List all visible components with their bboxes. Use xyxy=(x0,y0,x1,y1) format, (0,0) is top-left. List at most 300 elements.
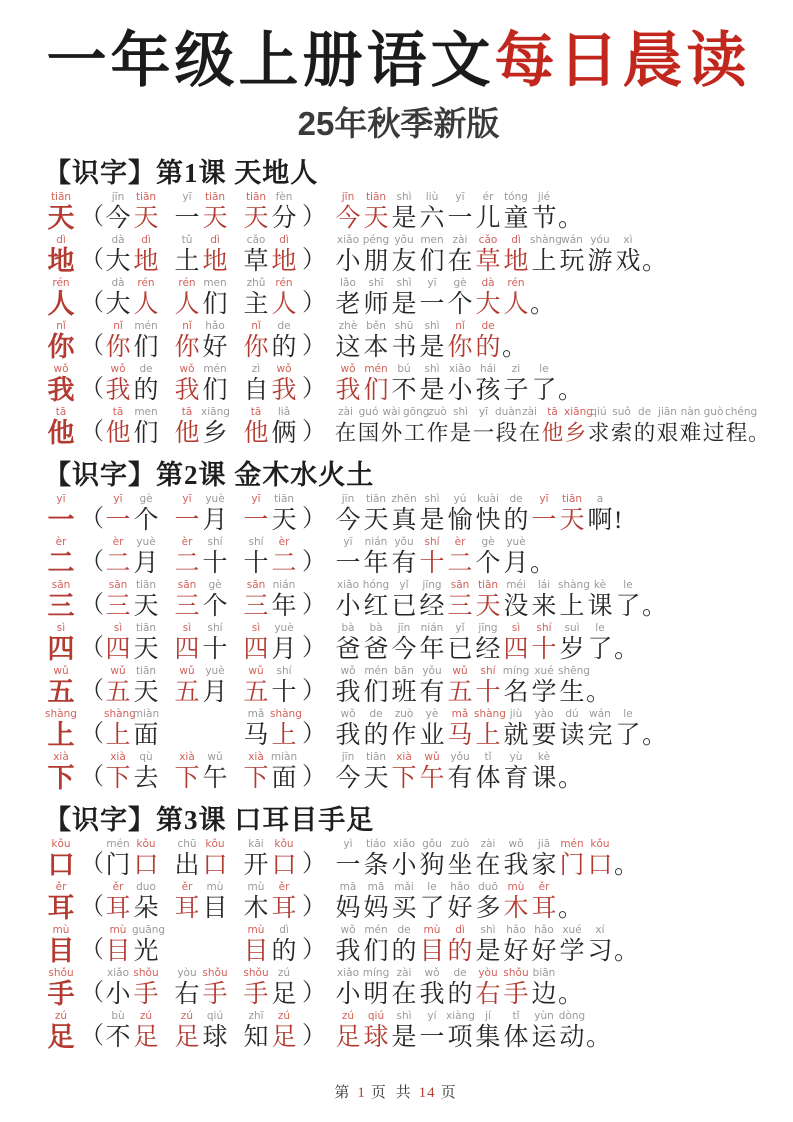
pinyin-label: shì xyxy=(452,406,469,418)
hanzi-char: 他 xyxy=(105,420,131,447)
char-unit xyxy=(418,234,446,276)
pinyin-label: zhǔ xyxy=(246,277,266,289)
char-unit xyxy=(502,622,530,664)
char-unit xyxy=(586,1010,612,1052)
word-group xyxy=(173,751,229,793)
char-unit xyxy=(173,967,201,1009)
char-unit xyxy=(502,708,530,750)
hanzi-char: 小 xyxy=(447,377,473,404)
char-unit xyxy=(201,536,229,578)
hanzi-char: 右 xyxy=(475,981,501,1008)
pinyin-label: shū xyxy=(394,320,414,332)
hanzi-char: 动 xyxy=(559,1024,585,1051)
word-group xyxy=(104,1010,160,1052)
example-sentence xyxy=(334,234,668,276)
char-unit xyxy=(586,924,614,966)
char-unit xyxy=(558,924,586,966)
char-unit xyxy=(633,406,656,448)
char-unit xyxy=(201,622,229,664)
pinyin-label: liù xyxy=(425,191,439,203)
pinyin-label: gōng xyxy=(403,406,430,418)
pinyin-label: fèn xyxy=(275,191,293,203)
char-unit xyxy=(173,191,201,233)
char-unit xyxy=(586,234,614,276)
char-unit xyxy=(586,708,614,750)
char-unit xyxy=(44,881,78,923)
hanzi-char: 子 xyxy=(503,377,529,404)
pinyin-label: yuè xyxy=(205,493,225,505)
word-group xyxy=(242,924,298,966)
word-group xyxy=(242,708,302,750)
hanzi-char: 读 xyxy=(559,722,585,749)
word-list xyxy=(104,665,302,707)
pinyin-label: de xyxy=(453,967,467,979)
hanzi-char: 是 xyxy=(419,377,445,404)
word-group xyxy=(242,363,298,405)
hanzi-char: 的 xyxy=(391,938,417,965)
pinyin-label: zhè xyxy=(338,320,358,332)
hanzi-char: 的 xyxy=(503,507,529,534)
footer-total-pages: 14 xyxy=(418,1085,436,1101)
char-unit xyxy=(201,579,229,621)
char-unit xyxy=(530,708,558,750)
char-unit xyxy=(418,838,446,880)
pinyin-label: miàn xyxy=(270,751,298,763)
char-unit xyxy=(173,751,201,793)
pinyin-label: gè xyxy=(481,536,495,548)
char-unit xyxy=(132,320,160,362)
pinyin-label: sān xyxy=(51,579,71,591)
pinyin-label: jiā xyxy=(537,838,551,850)
pinyin-label: rén xyxy=(275,277,293,289)
open-paren: （ xyxy=(80,1023,104,1049)
char-unit xyxy=(104,838,132,880)
word-group xyxy=(242,536,298,578)
char-unit xyxy=(104,234,132,276)
word-list xyxy=(104,708,302,750)
hanzi-char: 朋 xyxy=(363,248,389,275)
char-unit xyxy=(242,622,270,664)
char-unit xyxy=(474,493,502,535)
pinyin-label: guó xyxy=(358,406,379,418)
pinyin-label: tiān xyxy=(204,191,226,203)
hanzi-char: 今 xyxy=(391,636,417,663)
pinyin-label: mā xyxy=(367,881,385,893)
pinyin-label: kǒu xyxy=(274,838,294,850)
char-unit xyxy=(44,234,78,276)
hanzi-char: 你 xyxy=(47,332,75,362)
pinyin-label: jīn xyxy=(341,191,355,203)
pinyin-label: gè xyxy=(139,493,153,505)
char-unit xyxy=(242,751,270,793)
word-group xyxy=(104,536,160,578)
hanzi-char: 三 xyxy=(174,593,200,620)
pinyin-label: xì xyxy=(623,234,633,246)
char-unit xyxy=(362,751,390,793)
word-group xyxy=(104,751,160,793)
pinyin-label: tā xyxy=(250,406,262,418)
word-list xyxy=(104,579,302,621)
char-unit xyxy=(558,967,584,1009)
pinyin-label: hǎo xyxy=(205,320,225,332)
hanzi-char: 已 xyxy=(391,593,417,620)
example-sentence xyxy=(334,924,640,966)
pinyin-label: èr xyxy=(55,536,67,548)
pinyin-label: mǎi xyxy=(394,881,414,893)
hanzi-char: 下 xyxy=(105,765,131,792)
pinyin-label: gǒu xyxy=(422,838,442,850)
char-unit xyxy=(614,622,640,664)
hanzi-char: 今 xyxy=(335,507,361,534)
hanzi-char: 十 xyxy=(202,636,228,663)
pinyin-label: nián xyxy=(364,536,388,548)
hanzi-char: 来 xyxy=(531,593,557,620)
pinyin-label xyxy=(530,536,548,549)
char-unit xyxy=(242,1010,270,1052)
char-unit xyxy=(201,493,229,535)
hanzi-char: 的 xyxy=(633,421,656,445)
pinyin-label: tiān xyxy=(365,751,387,763)
char-unit xyxy=(390,881,418,923)
pinyin-label: jīng xyxy=(422,579,442,591)
pinyin-label: wài xyxy=(382,406,401,418)
hanzi-char: 今 xyxy=(335,765,361,792)
pinyin-label: mén xyxy=(106,838,130,850)
example-sentence xyxy=(334,1010,612,1052)
char-unit xyxy=(270,924,298,966)
char-unit xyxy=(270,277,298,319)
pinyin-label xyxy=(586,1010,604,1023)
word-group xyxy=(173,363,229,405)
pinyin-label: duō xyxy=(478,881,498,893)
char-unit xyxy=(362,320,390,362)
pinyin-label: nǐ xyxy=(455,320,465,332)
char-unit xyxy=(502,751,530,793)
char-unit xyxy=(446,881,474,923)
pinyin-label: xué xyxy=(562,924,582,936)
pinyin-label: zú xyxy=(139,1010,153,1022)
open-paren: （ xyxy=(80,894,104,920)
hanzi-char: 要 xyxy=(531,722,557,749)
hanzi-char: 项 xyxy=(447,1024,473,1051)
hanzi-char: 俩 xyxy=(271,420,297,447)
pinyin-label: de xyxy=(277,320,291,332)
pinyin-label: mén xyxy=(560,838,584,850)
pinyin-label: ěr xyxy=(278,881,290,893)
hanzi-char: 口 xyxy=(202,852,228,879)
char-unit xyxy=(132,665,160,707)
vocab-row xyxy=(44,234,753,276)
pinyin-label: yuè xyxy=(506,536,526,548)
pinyin-label: yī xyxy=(455,191,465,203)
hanzi-char: 快 xyxy=(475,507,501,534)
hanzi-char: 在 xyxy=(475,852,501,879)
word-list xyxy=(104,406,302,448)
char-unit xyxy=(270,191,298,233)
close-paren: ） xyxy=(302,506,326,532)
char-unit xyxy=(270,536,298,578)
pinyin-label: zú xyxy=(277,967,291,979)
pinyin-label: zài xyxy=(480,838,496,850)
pinyin-label: tiān xyxy=(561,493,583,505)
word-group xyxy=(104,881,160,923)
hanzi-char: 五 xyxy=(105,679,131,706)
word-group xyxy=(242,234,298,276)
hanzi-char: 五 xyxy=(47,677,75,707)
char-unit xyxy=(390,363,418,405)
char-unit xyxy=(418,536,446,578)
char-unit xyxy=(334,320,362,362)
hanzi-char: 育 xyxy=(503,765,529,792)
char-unit xyxy=(474,967,502,1009)
char-unit xyxy=(270,881,298,923)
char-unit xyxy=(201,363,229,405)
hanzi-char: 口 xyxy=(133,852,159,879)
char-unit xyxy=(614,924,640,966)
char-unit xyxy=(558,579,590,621)
hanzi-char: 习 xyxy=(587,938,613,965)
char-unit xyxy=(642,234,668,276)
word-list xyxy=(104,363,302,405)
char-unit xyxy=(173,881,201,923)
char-unit xyxy=(502,881,530,923)
char-unit xyxy=(270,320,298,362)
open-paren: （ xyxy=(80,721,104,747)
char-unit xyxy=(242,363,270,405)
char-unit xyxy=(446,363,474,405)
hanzi-char: 书 xyxy=(391,334,417,361)
footer-label: 页 xyxy=(440,1085,459,1101)
word-list xyxy=(104,234,302,276)
open-paren: （ xyxy=(80,937,104,963)
char-unit xyxy=(362,881,390,923)
hanzi-char: 是 xyxy=(391,205,417,232)
hanzi-char: 在 xyxy=(518,421,541,445)
char-unit xyxy=(558,838,586,880)
word-group xyxy=(173,1010,229,1052)
char-unit xyxy=(201,665,229,707)
hanzi-char: 边 xyxy=(531,981,557,1008)
pinyin-label: shí xyxy=(424,536,440,548)
word-group xyxy=(173,579,229,621)
pinyin-label: shǒu xyxy=(503,967,529,979)
pinyin-label: nǐ xyxy=(251,320,261,332)
char-unit xyxy=(530,277,556,319)
pinyin-label: de xyxy=(369,708,383,720)
hanzi-char: 这 xyxy=(335,334,361,361)
pinyin-label: kǒu xyxy=(205,838,225,850)
hanzi-char: 运 xyxy=(531,1024,557,1051)
pinyin-label: dì xyxy=(56,234,66,246)
vocab-row xyxy=(44,363,753,405)
char-unit xyxy=(418,363,446,405)
char-unit xyxy=(132,579,160,621)
char-unit xyxy=(242,536,270,578)
pinyin-label: le xyxy=(623,579,633,591)
char-unit xyxy=(44,751,78,793)
hanzi-char: 是 xyxy=(419,334,445,361)
pinyin-label: tiān xyxy=(365,493,387,505)
char-unit xyxy=(242,320,270,362)
pinyin-label: cǎo xyxy=(246,234,266,246)
pinyin-label: wǒ xyxy=(340,665,356,677)
hanzi-char: 。 xyxy=(558,765,584,792)
hanzi-char: 完 xyxy=(587,722,613,749)
pinyin-label: tā xyxy=(112,406,124,418)
hanzi-char: 明 xyxy=(363,981,389,1008)
char-unit xyxy=(474,924,502,966)
char-unit xyxy=(530,234,562,276)
char-unit xyxy=(725,406,758,448)
hanzi-char: 有 xyxy=(447,765,473,792)
pinyin-label: shǒu xyxy=(243,967,269,979)
word-group xyxy=(242,191,298,233)
pinyin-label: chéng xyxy=(725,406,758,418)
hanzi-char: 午 xyxy=(202,765,228,792)
hanzi-char: 出 xyxy=(174,852,200,879)
pinyin-label: ěr xyxy=(112,881,124,893)
pinyin-label: dà xyxy=(481,277,495,289)
hanzi-char: 十 xyxy=(475,679,501,706)
pinyin-label: wǒ xyxy=(110,363,126,375)
hanzi-char: 的 xyxy=(271,334,297,361)
hanzi-char: 乡 xyxy=(564,421,587,445)
char-unit xyxy=(446,838,474,880)
page-title-red: 每日晨读 xyxy=(494,28,751,94)
pinyin-label: gè xyxy=(208,579,222,591)
open-paren: （ xyxy=(80,290,104,316)
pinyin-label: sì xyxy=(251,622,261,634)
hanzi-char: 玩 xyxy=(559,248,585,275)
char-unit xyxy=(418,708,446,750)
hanzi-char: 业 xyxy=(419,722,445,749)
pinyin-label: zú xyxy=(341,1010,355,1022)
char-unit xyxy=(104,708,136,750)
pinyin-label: shī xyxy=(368,277,384,289)
char-unit xyxy=(270,708,302,750)
hanzi-char: 我 xyxy=(271,377,297,404)
pinyin-label: dòng xyxy=(558,1010,586,1022)
hanzi-char: 集 xyxy=(475,1024,501,1051)
hanzi-char: 条 xyxy=(363,852,389,879)
word-group xyxy=(173,320,229,362)
hanzi-char: 耳 xyxy=(105,895,131,922)
pinyin-label: mù xyxy=(247,881,265,893)
word-list xyxy=(104,751,302,793)
pinyin-label: zài xyxy=(338,406,353,418)
close-paren: ） xyxy=(302,204,326,230)
hanzi-char: 小 xyxy=(335,593,361,620)
char-unit xyxy=(474,234,502,276)
pinyin-label: wǔ xyxy=(248,665,264,677)
pinyin-label: shǒu xyxy=(202,967,228,979)
pinyin-label: guāng xyxy=(132,924,166,936)
pinyin-label: méi xyxy=(506,579,526,591)
hanzi-char: 。 xyxy=(614,636,640,663)
pinyin-label: èr xyxy=(181,536,193,548)
word-list xyxy=(104,622,302,664)
open-paren: （ xyxy=(80,635,104,661)
hanzi-char: 了 xyxy=(419,895,445,922)
pinyin-label: xià xyxy=(53,751,69,763)
hanzi-char: 目 xyxy=(105,938,131,965)
hanzi-char: 三 xyxy=(447,593,473,620)
word-group xyxy=(173,838,229,880)
pinyin-label xyxy=(502,320,520,333)
open-paren: （ xyxy=(80,851,104,877)
pinyin-label: tiān xyxy=(273,493,295,505)
pinyin-label: sì xyxy=(113,622,123,634)
char-unit xyxy=(390,579,418,621)
example-sentence xyxy=(334,708,668,750)
hanzi-char: 他 xyxy=(174,420,200,447)
char-unit xyxy=(446,579,474,621)
hanzi-char: 足 xyxy=(335,1024,361,1051)
pinyin-label: dì xyxy=(210,234,220,246)
pinyin-label: wǔ xyxy=(53,665,69,677)
pinyin-label: lái xyxy=(537,579,551,591)
hanzi-char: 是 xyxy=(449,421,472,445)
char-unit xyxy=(390,665,418,707)
char-unit xyxy=(362,536,390,578)
pinyin-label: cǎo xyxy=(478,234,498,246)
hanzi-char: 你 xyxy=(105,334,131,361)
word-group xyxy=(242,622,298,664)
pinyin-label xyxy=(614,924,632,937)
hanzi-char: 天 xyxy=(243,205,269,232)
hanzi-char: 索 xyxy=(610,421,633,445)
char-unit xyxy=(702,406,725,448)
vocab-row xyxy=(44,665,753,707)
pinyin-label: shàng xyxy=(270,708,302,720)
char-unit xyxy=(418,579,446,621)
hanzi-char: 在 xyxy=(447,248,473,275)
hanzi-char: 没 xyxy=(503,593,529,620)
hanzi-char: 二 xyxy=(105,550,131,577)
char-unit xyxy=(242,665,270,707)
char-unit xyxy=(44,708,78,750)
pinyin-label: yòu xyxy=(177,967,197,979)
hanzi-char: 天 xyxy=(133,679,159,706)
char-unit xyxy=(446,493,474,535)
char-unit xyxy=(418,881,446,923)
pinyin-label: shǒu xyxy=(48,967,74,979)
hanzi-char: 他 xyxy=(47,418,75,448)
pinyin-label xyxy=(586,665,604,678)
char-unit xyxy=(558,751,584,793)
hanzi-char: 朵 xyxy=(133,895,159,922)
hanzi-char: 十 xyxy=(531,636,557,663)
char-unit xyxy=(334,751,362,793)
hanzi-char: 手 xyxy=(47,979,75,1009)
char-unit xyxy=(362,838,390,880)
close-paren: ） xyxy=(302,678,326,704)
open-paren: （ xyxy=(80,419,104,445)
hanzi-char: 们 xyxy=(133,420,159,447)
char-unit xyxy=(44,536,78,578)
pinyin-label: tiáo xyxy=(366,838,386,850)
hanzi-char: 今 xyxy=(335,205,361,232)
char-unit xyxy=(362,363,390,405)
pinyin-label: sān xyxy=(450,579,470,591)
hanzi-char: 四 xyxy=(47,634,75,664)
char-unit xyxy=(201,234,229,276)
hanzi-char: 天 xyxy=(363,765,389,792)
example-sentence xyxy=(334,363,584,405)
hanzi-char: 知 xyxy=(243,1024,269,1051)
hanzi-char: 足 xyxy=(271,981,297,1008)
char-unit xyxy=(334,1010,362,1052)
